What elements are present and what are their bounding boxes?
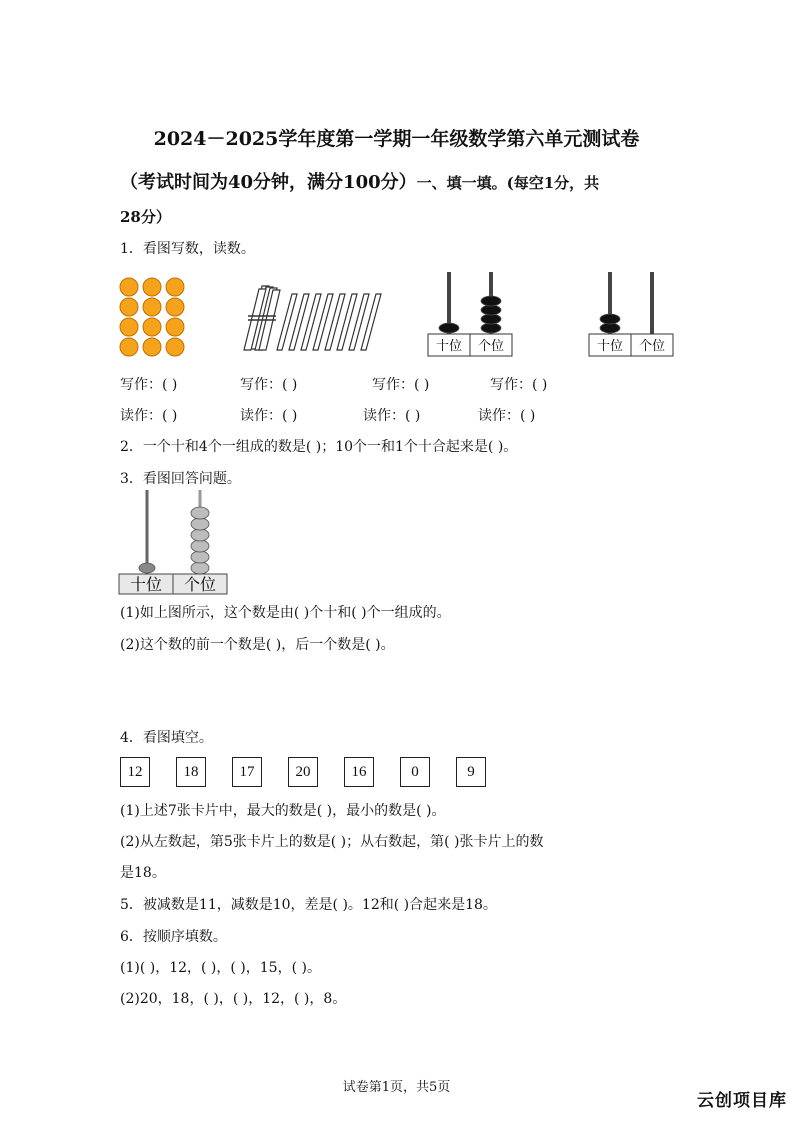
exam-time-note: （考试时间为40分钟，满分100分） xyxy=(120,172,417,193)
orange-dot xyxy=(166,338,184,356)
q3-part1: (1)如上图所示，这个数是由( )个十和( )个一组成的。 xyxy=(120,605,451,621)
abacus-bead xyxy=(600,323,620,333)
number-card-7: 9 xyxy=(456,757,486,787)
abacus-b-ones-label: 个位 xyxy=(638,339,666,354)
orange-dot xyxy=(166,318,184,336)
abacus-bead xyxy=(600,314,620,324)
abacus-b-tens-label: 十位 xyxy=(596,339,624,354)
abacus-bead xyxy=(191,551,209,563)
abacus-bead xyxy=(481,323,501,333)
abacus-bead xyxy=(191,540,209,552)
orange-dot xyxy=(166,278,184,296)
q1-read-blank-4[interactable]: 读作：( ) xyxy=(478,408,536,424)
orange-dot xyxy=(143,298,161,316)
q4-prompt: 4．看图填空。 xyxy=(120,730,213,746)
q1-write-blank-2[interactable]: 写作：( ) xyxy=(240,377,298,393)
q6-prompt: 6．按顺序填数。 xyxy=(120,929,227,945)
q4-part2-line1: (2)从左数起，第5张卡片上的数是( )；从右数起，第( )张卡片上的数 xyxy=(120,834,544,850)
q1-write-blank-3[interactable]: 写作：( ) xyxy=(372,377,430,393)
orange-dot xyxy=(166,298,184,316)
q1-prompt: 1．看图写数，读数。 xyxy=(120,241,255,257)
orange-dot xyxy=(143,318,161,336)
sticks-illustration xyxy=(242,286,377,366)
section-one-points: 28分） xyxy=(120,208,171,226)
q6-part1: (1)( )，12，( )，( )，15，( )。 xyxy=(120,960,321,976)
abacus-bead xyxy=(191,529,209,541)
q1-read-blank-3[interactable]: 读作：( ) xyxy=(363,408,421,424)
q1-write-blank-4[interactable]: 写作：( ) xyxy=(490,377,548,393)
abacus-bead xyxy=(481,305,501,315)
abacus-bead xyxy=(191,507,209,519)
q3-part2: (2)这个数的前一个数是( )，后一个数是( )。 xyxy=(120,637,395,653)
abacus-a-ones-beads xyxy=(481,296,501,333)
number-card-3: 17 xyxy=(232,757,262,787)
q2-text: 2．一个十和4个一组成的数是( )；10个一和1个十合起来是( )。 xyxy=(120,439,518,455)
q4-part1: (1)上述7张卡片中，最大的数是( )，最小的数是( )。 xyxy=(120,803,446,819)
abacus-bead xyxy=(481,314,501,324)
abacus-b xyxy=(588,270,674,360)
q3-ones-label: 个位 xyxy=(183,575,217,594)
abacus-bead xyxy=(191,518,209,530)
orange-dot xyxy=(143,278,161,296)
abacus-bead xyxy=(481,296,501,306)
abacus-a-tens-label: 十位 xyxy=(435,339,463,354)
q3-prompt: 3．看图回答问题。 xyxy=(120,471,241,487)
orange-dot-grid xyxy=(118,276,188,356)
q1-read-blank-1[interactable]: 读作：( ) xyxy=(120,408,178,424)
number-card-6: 0 xyxy=(400,757,430,787)
orange-dot xyxy=(120,318,138,336)
abacus-bead xyxy=(191,562,209,574)
number-card-4: 20 xyxy=(288,757,318,787)
abacus-bead xyxy=(439,323,459,333)
abacus-a xyxy=(427,270,513,360)
page-footer: 试卷第1页，共5页 xyxy=(342,1080,451,1095)
q4-part2-line2: 是18。 xyxy=(120,865,166,881)
orange-dot xyxy=(120,278,138,296)
exam-subtitle xyxy=(120,168,599,194)
number-card-2: 18 xyxy=(176,757,206,787)
number-card-5: 16 xyxy=(344,757,374,787)
q1-write-blank-1[interactable]: 写作：( ) xyxy=(120,377,178,393)
watermark-text: 云创项目库 xyxy=(697,1091,787,1111)
exam-title: 2024－2025学年度第一学期一年级数学第六单元测试卷 xyxy=(153,128,640,150)
q3-abacus xyxy=(118,490,230,596)
q3-tens-beads xyxy=(139,563,155,573)
q1-read-blank-2[interactable]: 读作：( ) xyxy=(240,408,298,424)
abacus-a-ones-label: 个位 xyxy=(477,339,505,354)
q3-tens-label: 十位 xyxy=(129,575,163,594)
q6-part2: (2)20，18，( )，( )，12，( )，8。 xyxy=(120,991,347,1007)
number-card-1: 12 xyxy=(120,757,150,787)
section-one-heading: 一、填一填。(每空1分，共 xyxy=(416,174,600,192)
abacus-b-tens-beads xyxy=(600,314,620,333)
abacus-bead xyxy=(139,563,155,573)
orange-dot xyxy=(120,298,138,316)
orange-dot xyxy=(120,338,138,356)
orange-dot xyxy=(143,338,161,356)
abacus-a-tens-beads xyxy=(439,323,459,333)
q5-text: 5．被减数是11，减数是10，差是( )。12和( )合起来是18。 xyxy=(120,897,497,913)
q3-ones-beads xyxy=(191,507,209,574)
